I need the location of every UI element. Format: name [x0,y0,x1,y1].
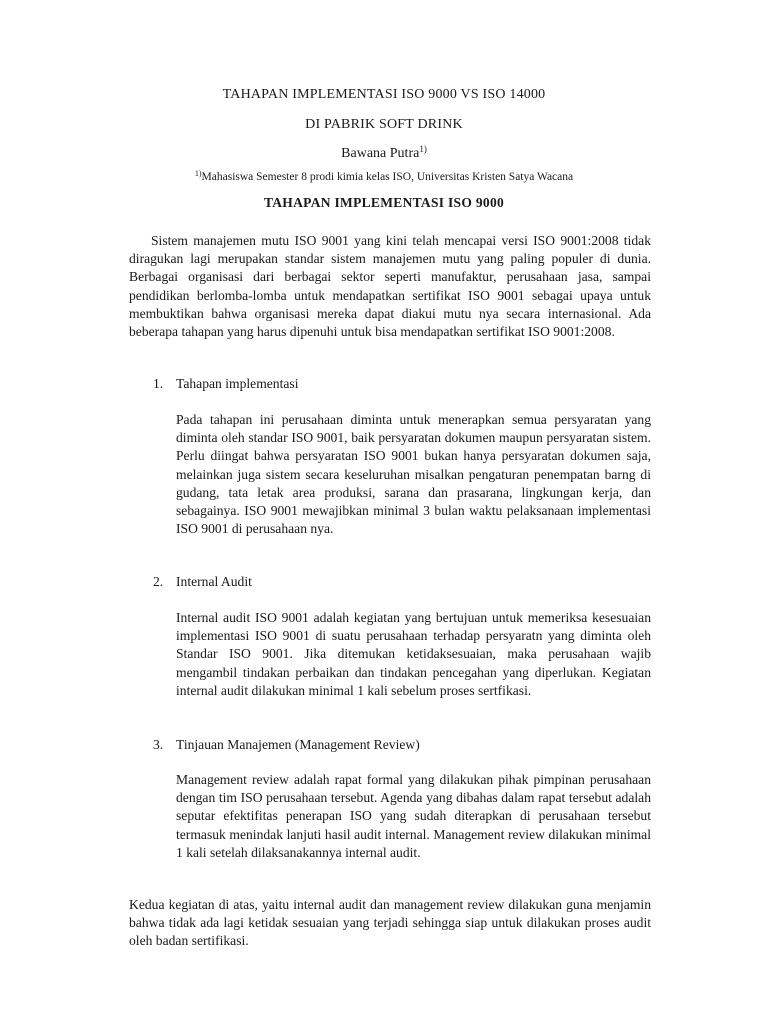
list-item-1-number: 1. [153,376,164,391]
author [0,144,768,162]
document-title-line1: TAHAPAN IMPLEMENTASI ISO 9000 VS ISO 14000 [222,87,546,102]
affiliation-superscript: 1) [194,169,202,178]
intro-paragraph: Sistem manajemen mutu ISO 9001 yang kini telah mencapai versi ISO 9001:2008 tidak diragukan lagi merupakan standar sistem manajemen mutu yang paling populer di dunia. Berbagai organisasi dari berbagai sektor seperti manufaktur, perusahaan jasa, sampai pendidikan berlomba-lomba untuk mendapatkan sertifikat ISO 9001 sebagai upaya untuk membuktikan bahwa organisasi mereka dapat diakui mutu nya secara internasional. Ada beberapa tahapan yang harus dipenuhi untuk bisa mendapatkan sertifikat ISO 9001:2008. [129,233,651,340]
section-heading: TAHAPAN IMPLEMENTASI ISO 9000 [263,195,505,210]
document-title-line2: DI PABRIK SOFT DRINK [305,117,463,132]
list-item-3-number: 3. [153,737,164,752]
affiliation-text: Mahasiswa Semester 8 prodi kimia kelas ISO, Universitas Kristen Satya Wacana [201,171,574,183]
list-item-1-title: Tahapan implementasi [176,376,299,391]
author-superscript: 1) [419,144,427,154]
closing-paragraph: Kedua kegiatan di atas, yaitu internal audit dan management review dilakukan guna menjamin bahwa tidak ada lagi ketidak sesuaian yang terjadi sehingga siap untuk dilakukan proses audit oleh badan sertifikasi. [129,897,651,949]
list-item-3-body: Management review adalah rapat formal yang dilakukan pihak pimpinan perusahaan dengan tim ISO perusahaan tersebut. Agenda yang dibahas dalam rapat tersebut adalah seputar efektifitas penerapan ISO yang sudah diterapkan di perusahaan tersebut termasuk menindak lanjuti hasil audit internal. Management review dilakukan minimal 1 kali setelah dilaksanakannya internal audit. [176,772,651,860]
list-item-2-title: Internal Audit [176,574,252,589]
author-name: Bawana Putra [341,146,420,161]
list-item-1-body: Pada tahapan ini perusahaan diminta untuk menerapkan semua persyaratan yang diminta oleh standar ISO 9001, baik persyaratan dokumen maupun persyaratan sistem. Perlu diingat bahwa persyaratan ISO 9001 bukan hanya persyaratan dokumen saja, melainkan juga sistem secara keseluruhan misalkan pengaturan penempatan barng di gudang, tata letak area produksi, sarana dan prasarana, lingkungan kerja, dan sebagainya. ISO 9001 mewajibkan minimal 3 bulan waktu pelaksanaan implementasi ISO 9001 di perusahaan nya. [176,412,651,537]
list-item-2-number: 2. [153,574,164,589]
list-item-3-title: Tinjauan Manajemen (Management Review) [176,737,420,752]
list-item-2-body: Internal audit ISO 9001 adalah kegiatan yang bertujuan untuk memeriksa kesesuaian implementasi ISO 9001 di suatu perusahaan terhadap persyaratn yang diminta oleh Standar ISO 9001. Jika ditemukan ketidaksesuaian, maka perusahaan wajib mengambil tindakan perbaikan dan tindakan pencegahan yang diperlukan. Kegiatan internal audit dilakukan minimal 1 kali sebelum proses sertfikasi. [176,610,651,698]
affiliation [0,169,768,183]
